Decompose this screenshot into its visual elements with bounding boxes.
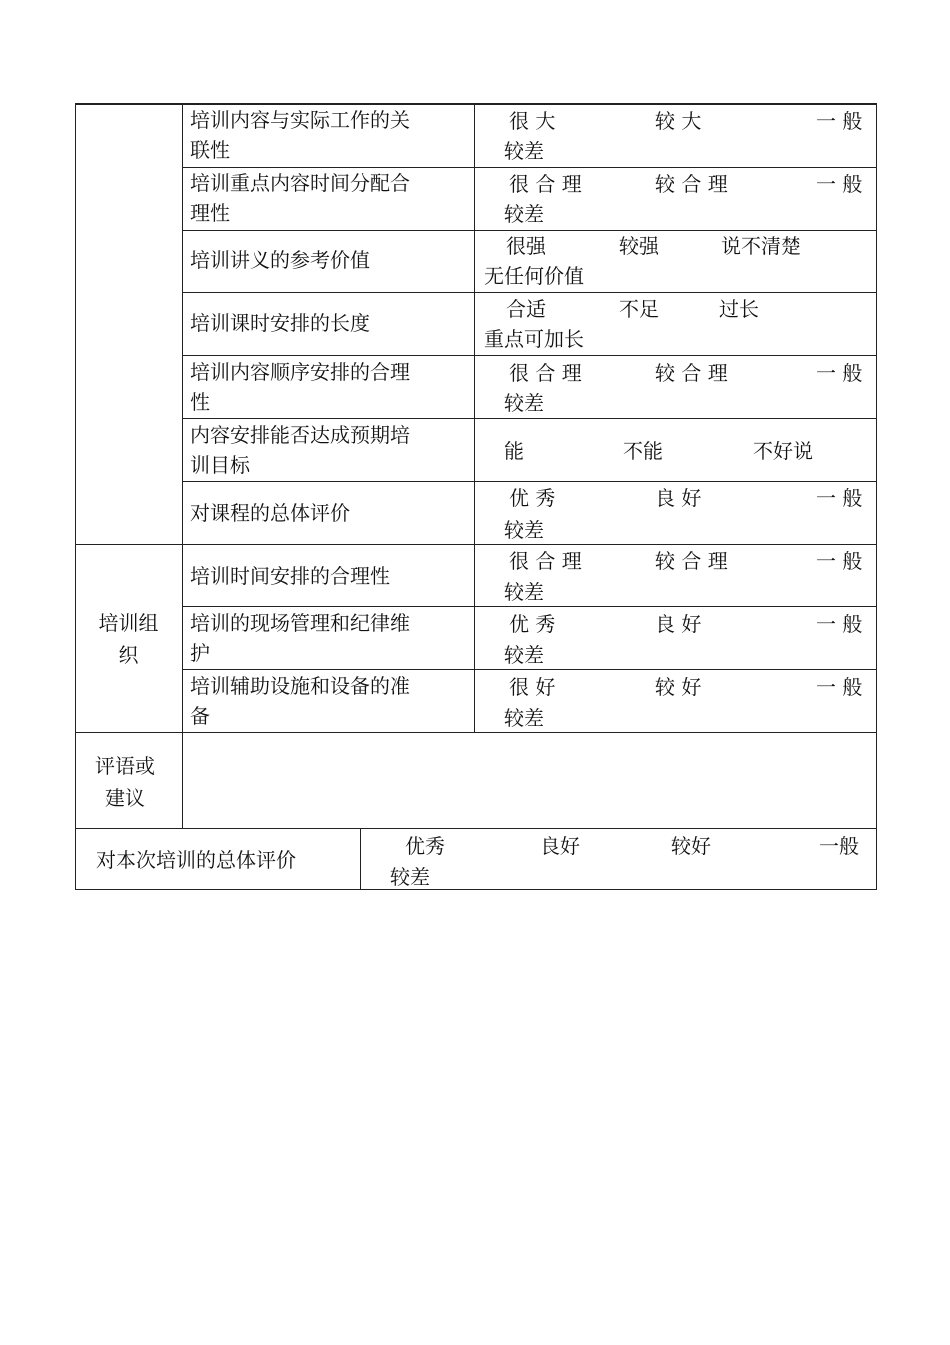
table-bottom-border	[75, 889, 877, 890]
rating-option[interactable]: 较差	[504, 643, 544, 667]
comments-label-line: 评语或	[95, 754, 155, 778]
question-cell	[190, 308, 470, 338]
question-cell	[190, 105, 470, 165]
comments-label-line: 建议	[105, 786, 145, 810]
rating-option[interactable]: 较差	[504, 391, 544, 415]
rating-option[interactable]: 较差	[504, 139, 544, 163]
question-cell	[190, 671, 470, 731]
rating-option[interactable]: 过长	[719, 297, 759, 321]
question-line: 护	[190, 641, 210, 665]
overall-option[interactable]: 良好	[540, 834, 580, 858]
question-line: 培训内容与实际工作的关	[190, 108, 410, 132]
overall-option[interactable]: 较差	[390, 865, 430, 889]
rating-option[interactable]: 较 合 理	[655, 549, 728, 573]
question-line: 培训辅助设施和设备的准	[190, 674, 410, 698]
row-divider	[182, 481, 876, 482]
rating-option[interactable]: 一 般	[816, 675, 863, 699]
rating-option[interactable]: 很 大	[509, 109, 556, 133]
row-divider	[182, 418, 876, 419]
rating-option[interactable]: 较差	[504, 518, 544, 542]
comments-field[interactable]	[184, 734, 874, 826]
question-line: 培训时间安排的合理性	[190, 564, 390, 588]
rating-option[interactable]: 较 好	[655, 675, 702, 699]
question-cell	[190, 608, 470, 668]
rating-option[interactable]: 能	[504, 439, 524, 463]
question-line: 联性	[190, 138, 230, 162]
category-label	[75, 607, 182, 671]
row-divider	[182, 292, 876, 293]
rating-option[interactable]: 良 好	[655, 486, 702, 510]
rating-option[interactable]: 较 合 理	[655, 361, 728, 385]
rating-option[interactable]: 较强	[619, 234, 659, 258]
rating-option[interactable]: 不足	[619, 297, 659, 321]
rating-option[interactable]: 较差	[504, 706, 544, 730]
rating-option[interactable]: 合适	[506, 297, 546, 321]
rating-option[interactable]: 重点可加长	[484, 327, 584, 351]
rating-option[interactable]: 优 秀	[509, 612, 556, 636]
question-cell	[190, 561, 470, 591]
question-line: 备	[190, 704, 210, 728]
question-line: 培训课时安排的长度	[190, 311, 370, 335]
row-divider	[182, 355, 876, 356]
question-line: 培训内容顺序安排的合理	[190, 360, 410, 384]
question-line: 培训重点内容时间分配合	[190, 171, 410, 195]
rating-option[interactable]: 一 般	[816, 109, 863, 133]
overall-option[interactable]: 一般	[819, 834, 859, 858]
rating-option[interactable]: 无任何价值	[484, 264, 584, 288]
rating-option[interactable]: 很 合 理	[509, 172, 582, 196]
rating-option[interactable]: 不好说	[753, 439, 813, 463]
overall-divider	[360, 828, 361, 890]
rating-option[interactable]: 良 好	[655, 612, 702, 636]
overall-label: 对本次培训的总体评价	[96, 848, 296, 872]
rating-option[interactable]: 一 般	[816, 361, 863, 385]
question-cell	[190, 168, 470, 228]
rating-option[interactable]: 很 合 理	[509, 549, 582, 573]
question-line: 对课程的总体评价	[190, 501, 350, 525]
question-line: 培训讲义的参考价值	[190, 248, 370, 272]
overall-option[interactable]: 较好	[671, 834, 711, 858]
section-divider	[75, 828, 877, 829]
rating-option[interactable]: 很强	[506, 234, 546, 258]
question-cell	[190, 498, 470, 528]
rating-option[interactable]: 一 般	[816, 172, 863, 196]
category-line: 织	[118, 643, 139, 667]
question-line: 理性	[190, 201, 230, 225]
rating-option[interactable]: 优 秀	[509, 486, 556, 510]
question-cell	[190, 357, 470, 417]
category-divider	[182, 103, 183, 828]
question-cell	[190, 420, 470, 480]
section-divider	[75, 732, 877, 733]
table-right-border	[876, 103, 877, 890]
rating-option[interactable]: 不能	[623, 439, 663, 463]
rating-option[interactable]: 较 大	[655, 109, 702, 133]
comments-label	[75, 750, 175, 814]
section-divider	[75, 544, 877, 545]
rating-option[interactable]: 较差	[504, 202, 544, 226]
rating-option[interactable]: 一 般	[816, 549, 863, 573]
question-line: 内容安排能否达成预期培	[190, 423, 410, 447]
rating-option[interactable]: 较差	[504, 580, 544, 604]
rating-option[interactable]: 很 好	[509, 675, 556, 699]
question-line: 训目标	[190, 453, 250, 477]
question-line: 性	[190, 390, 210, 414]
question-cell	[190, 245, 470, 275]
rating-option[interactable]: 一 般	[816, 612, 863, 636]
rating-option[interactable]: 一 般	[816, 486, 863, 510]
overall-option[interactable]: 优秀	[405, 834, 445, 858]
question-line: 培训的现场管理和纪律维	[190, 611, 410, 635]
rating-option[interactable]: 说不清楚	[721, 234, 801, 258]
rating-option[interactable]: 很 合 理	[509, 361, 582, 385]
category-line: 培训组	[98, 611, 159, 635]
rating-option[interactable]: 较 合 理	[655, 172, 728, 196]
